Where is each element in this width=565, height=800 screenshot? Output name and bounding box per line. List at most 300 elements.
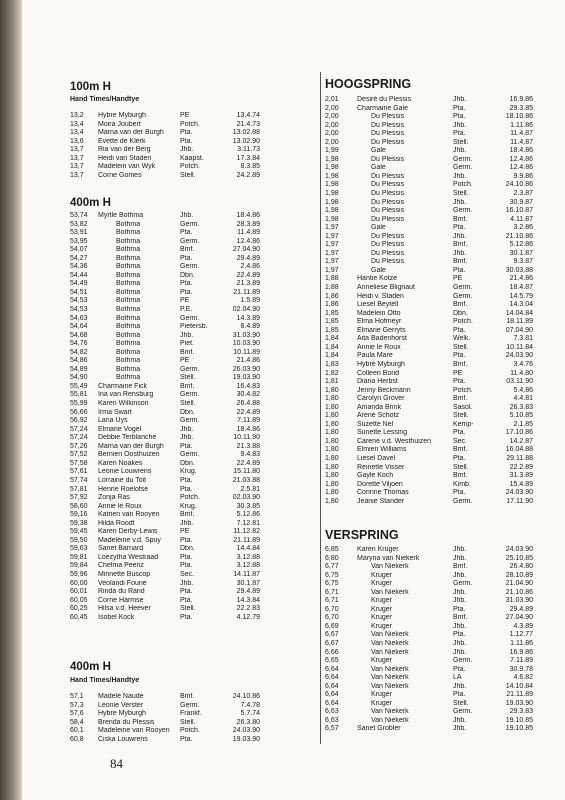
result-row xyxy=(70,357,313,366)
result-athlete: Madelé Naude xyxy=(98,693,144,700)
result-venue: Jhb. xyxy=(180,434,194,442)
result-mark: 57,52 xyxy=(70,451,88,459)
result-venue: Kemp- xyxy=(453,420,474,428)
result-athlete: Bothma xyxy=(116,323,141,331)
result-mark: 57,3 xyxy=(70,701,84,709)
result-row xyxy=(70,121,313,130)
result-venue: Kimb. xyxy=(453,480,471,488)
result-row xyxy=(325,421,565,430)
result-mark: 54,51 xyxy=(70,288,88,296)
result-mark: 1,88 xyxy=(325,284,339,292)
result-mark: 6,64 xyxy=(325,674,339,682)
section-title-100m-hurdles: 100m H xyxy=(70,81,111,93)
result-row xyxy=(325,725,565,734)
result-athlete: Du Plessis xyxy=(371,181,405,189)
result-mark: 60,1 xyxy=(70,727,84,735)
result-row xyxy=(325,233,565,242)
result-athlete: Myrtle Bothma xyxy=(98,212,144,219)
result-athlete: Du Plessis xyxy=(371,207,405,215)
result-row xyxy=(70,221,313,230)
result-athlete: Madeleine van Rooyen xyxy=(98,727,170,735)
result-mark: 6,80 xyxy=(325,554,339,562)
result-venue: Jhb. xyxy=(180,331,194,339)
result-date: 16.9.86 xyxy=(509,648,533,656)
result-venue: Jhb. xyxy=(453,198,467,206)
result-athlete: Maryna van Niekerk xyxy=(357,554,420,562)
result-venue: Pta. xyxy=(180,254,193,262)
result-row xyxy=(70,511,313,520)
result-athlete: Du Plessis xyxy=(371,232,405,240)
section-title-400m-hurdles: 400m H xyxy=(70,197,111,209)
result-athlete: Madelein van Wyk xyxy=(98,163,156,171)
result-date: 29.4.89 xyxy=(236,588,260,596)
result-row xyxy=(325,96,565,105)
result-row xyxy=(325,572,565,581)
result-venue: PE xyxy=(180,357,190,365)
result-date: 14.11.87 xyxy=(233,570,260,578)
result-athlete: Annie le Roux xyxy=(357,343,401,351)
results-table-100m-hand xyxy=(70,112,313,180)
result-mark: 59,81 xyxy=(70,553,88,561)
result-row xyxy=(70,554,313,563)
result-athlete: Van Niekerk xyxy=(371,563,409,571)
result-venue: Bmf. xyxy=(453,472,468,480)
result-mark: 2,00 xyxy=(325,104,339,112)
column-divider xyxy=(320,72,321,744)
result-venue: Germ. xyxy=(453,580,473,588)
result-athlete: Debbie Terblanche xyxy=(98,434,157,442)
result-venue: Jhb. xyxy=(453,121,467,129)
result-venue: Bmf. xyxy=(453,258,468,266)
result-date: 12.4.86 xyxy=(509,164,533,172)
result-venue: Stell. xyxy=(453,412,469,420)
result-athlete: Liesel Davel xyxy=(357,454,396,462)
result-row xyxy=(325,597,565,606)
result-venue: Stell. xyxy=(180,400,196,408)
result-date: 5.12.86 xyxy=(509,241,533,249)
result-athlete: Bothma xyxy=(116,288,141,296)
result-date: 5.10.85 xyxy=(509,412,533,420)
result-row xyxy=(325,275,565,284)
result-mark: 13,7 xyxy=(70,163,84,171)
result-mark: 1,97 xyxy=(325,241,339,249)
result-row xyxy=(325,481,565,490)
result-mark: 54,68 xyxy=(70,331,88,339)
result-venue: Pta. xyxy=(453,378,466,386)
result-athlete: Carene v.d. Westhuizen xyxy=(357,437,432,445)
result-athlete: Du Plessis xyxy=(371,155,405,163)
result-date: 3.4.76 xyxy=(513,360,533,368)
result-mark: 56,66 xyxy=(70,408,88,416)
result-athlete: Reinette Visser xyxy=(357,463,405,471)
result-date: 12.4.86 xyxy=(509,155,533,163)
result-date: 13.4.74 xyxy=(236,112,260,119)
result-mark: 57,1 xyxy=(70,693,84,700)
result-athlete: Amanda Brink xyxy=(357,403,401,411)
result-row xyxy=(70,451,313,460)
result-date: 21.3.88 xyxy=(236,442,260,450)
result-row xyxy=(325,335,565,344)
result-row xyxy=(325,301,565,310)
result-row xyxy=(70,426,313,435)
result-venue: Pta. xyxy=(180,129,193,137)
result-date: 14.04.84 xyxy=(505,309,533,317)
result-venue: Pta. xyxy=(453,691,466,699)
result-row xyxy=(325,352,565,361)
result-date: 2.4.86 xyxy=(240,263,260,271)
result-mark: 6,65 xyxy=(325,657,339,665)
result-date: 5.12.86 xyxy=(236,511,260,519)
result-venue: Dbn. xyxy=(180,408,195,416)
result-date: 21.11.89 xyxy=(233,288,260,296)
result-venue: Stell. xyxy=(453,190,469,198)
result-athlete: Gale xyxy=(371,224,386,232)
results-table-long-jump xyxy=(325,546,565,734)
result-mark: 6,67 xyxy=(325,631,339,639)
result-venue: Pta. xyxy=(180,442,193,450)
result-mark: 6,57 xyxy=(325,725,339,733)
result-date: 26.03.90 xyxy=(232,365,260,373)
result-row xyxy=(70,571,313,580)
result-athlete: Bothma xyxy=(116,297,141,305)
result-date: 12.4.86 xyxy=(236,237,260,245)
result-date: 31.3.89 xyxy=(509,472,533,480)
result-date: 21.11.89 xyxy=(506,691,533,699)
result-mark: 1,80 xyxy=(325,420,339,428)
result-venue: Germ. xyxy=(453,657,473,665)
result-venue: Stell. xyxy=(453,699,469,707)
result-venue: Pta. xyxy=(453,224,466,232)
result-venue: Germ. xyxy=(180,263,200,271)
result-venue: Jhb. xyxy=(453,96,467,103)
result-athlete: Rinda du Rand xyxy=(98,588,145,596)
result-venue: Jhb. xyxy=(453,725,467,733)
result-venue: Germ. xyxy=(453,497,473,505)
result-row xyxy=(325,361,565,370)
result-venue: Germ. xyxy=(453,207,473,215)
result-date: 10.11.84 xyxy=(506,343,533,351)
result-date: 24.2.89 xyxy=(236,171,260,179)
result-mark: 6,64 xyxy=(325,691,339,699)
result-venue: Bmf. xyxy=(453,241,468,249)
result-athlete: Karen Derby-Lewis xyxy=(98,528,158,536)
result-venue: Germ. xyxy=(453,284,473,292)
result-athlete: Van Niekerk xyxy=(371,640,409,648)
result-venue: Pta. xyxy=(180,137,193,145)
result-date: 2.5.81 xyxy=(240,485,260,493)
result-row xyxy=(70,545,313,554)
result-venue: Jhb. xyxy=(453,622,467,630)
result-row xyxy=(70,306,313,315)
result-mark: 54,53 xyxy=(70,306,88,314)
result-athlete: Kruger xyxy=(371,657,393,665)
result-mark: 6,85 xyxy=(325,546,339,553)
result-mark: 1,98 xyxy=(325,181,339,189)
result-mark: 55,81 xyxy=(70,391,88,399)
result-athlete: Suzette Nel xyxy=(357,420,394,428)
result-venue: Germ. xyxy=(180,701,200,709)
result-date: 3.11.73 xyxy=(237,146,260,154)
result-venue: Pta. xyxy=(453,326,466,334)
result-athlete: Charmaine Fick xyxy=(98,382,148,390)
result-mark: 1,84 xyxy=(325,352,339,360)
result-venue: LA xyxy=(453,674,462,682)
result-date: 18.10.86 xyxy=(505,113,533,121)
result-date: 14.3.04 xyxy=(509,301,533,309)
result-mark: 54,90 xyxy=(70,374,88,382)
result-row xyxy=(70,588,313,597)
result-mark: 59,45 xyxy=(70,528,88,536)
section-title-long-jump: VERSPRING xyxy=(325,528,399,542)
result-date: 31.03.90 xyxy=(232,331,260,339)
result-athlete: Corne Gomes xyxy=(98,171,142,179)
result-athlete: Ria van der Berg xyxy=(98,146,151,154)
result-date: 18.4.86 xyxy=(236,425,260,433)
result-date: 22.2.83 xyxy=(236,605,260,613)
result-mark: 1,98 xyxy=(325,190,339,198)
result-venue: Potch. xyxy=(180,120,200,128)
result-row xyxy=(70,468,313,477)
result-date: 2.1.85 xyxy=(513,420,533,428)
result-mark: 1,88 xyxy=(325,275,339,283)
result-venue: Frankf. xyxy=(180,710,202,718)
result-date: 16.04.88 xyxy=(505,446,533,454)
result-date: 19.03.90 xyxy=(232,735,260,743)
result-date: 10.11.89 xyxy=(233,348,260,356)
result-row xyxy=(70,155,313,164)
result-date: 2.3.87 xyxy=(513,190,533,198)
result-athlete: Bothma xyxy=(116,271,141,279)
result-date: 30.4.82 xyxy=(236,391,260,399)
result-mark: 1,83 xyxy=(325,360,339,368)
result-athlete: Zonja Ras xyxy=(98,494,130,502)
result-date: 30.9.78 xyxy=(509,665,533,673)
result-athlete: Kruger xyxy=(371,622,393,630)
result-athlete: Hybré Myburgh xyxy=(357,360,405,368)
result-mark: 6,64 xyxy=(325,665,339,673)
result-row xyxy=(70,263,313,272)
result-venue: Jhb. xyxy=(453,147,467,155)
result-mark: 1,98 xyxy=(325,164,339,172)
result-mark: 59,63 xyxy=(70,545,88,553)
result-venue: Germ. xyxy=(453,292,473,300)
result-row xyxy=(325,122,565,131)
result-venue: Stell. xyxy=(180,374,196,382)
result-date: 14.10.84 xyxy=(505,682,533,690)
result-venue: Stell. xyxy=(180,605,196,613)
result-mark: 13,7 xyxy=(70,146,84,154)
result-date: 16.10.87 xyxy=(505,207,533,215)
result-mark: 1,82 xyxy=(325,369,339,377)
result-mark: 54,89 xyxy=(70,365,88,373)
result-athlete: Marna van der Burgh xyxy=(98,129,164,137)
result-mark: 60,00 xyxy=(70,579,88,587)
result-row xyxy=(70,349,313,358)
result-athlete: Du Plessis xyxy=(371,190,405,198)
result-venue: Stell. xyxy=(453,138,469,146)
result-athlete: Katrien van Rooyen xyxy=(98,511,160,519)
result-venue: Bmf. xyxy=(180,246,195,254)
result-mark: 53,91 xyxy=(70,229,88,237)
result-row xyxy=(325,666,565,675)
result-venue: Germ. xyxy=(180,237,200,245)
result-athlete: Carolyn Grover xyxy=(357,395,405,403)
result-date: 21.11.89 xyxy=(233,536,260,544)
result-date: 26.4.80 xyxy=(509,563,533,571)
result-venue: Jhb. xyxy=(180,519,194,527)
result-venue: Pietersb. xyxy=(180,323,208,331)
result-date: 24.03.90 xyxy=(232,727,260,735)
result-athlete: Du Plessis xyxy=(371,249,405,257)
result-athlete: Van Niekerk xyxy=(371,631,409,639)
result-row xyxy=(70,605,313,614)
result-venue: Pta. xyxy=(180,613,193,621)
result-row xyxy=(70,146,313,155)
result-date: 16.9.86 xyxy=(509,96,533,103)
result-date: 29.4.89 xyxy=(509,605,533,613)
section-subtitle-hand-times: Hand Times/Handtye xyxy=(70,677,140,684)
result-mark: 55,99 xyxy=(70,400,88,408)
result-mark: 1,80 xyxy=(325,497,339,505)
result-mark: 1,80 xyxy=(325,472,339,480)
result-venue: Jhb. xyxy=(453,640,467,648)
result-mark: 1,85 xyxy=(325,309,339,317)
result-venue: Stell. xyxy=(180,171,196,179)
book-spine-shadow xyxy=(0,0,22,800)
results-table-400m xyxy=(70,212,313,622)
result-athlete: Kruger xyxy=(371,597,393,605)
result-athlete: Hilda Roodt xyxy=(98,519,135,527)
result-mark: 57,81 xyxy=(70,485,88,493)
result-venue: Sasol. xyxy=(453,403,473,411)
result-row xyxy=(70,289,313,298)
result-date: 15.4.89 xyxy=(509,480,533,488)
result-date: 26.4.88 xyxy=(236,400,260,408)
result-mark: 13,4 xyxy=(70,120,84,128)
result-row xyxy=(70,443,313,452)
result-athlete: Kruger xyxy=(371,699,393,707)
result-athlete: Brenda du Plessis xyxy=(98,718,155,726)
result-athlete: Sanet Grobler xyxy=(357,725,401,733)
result-venue: Jhb. xyxy=(180,425,194,433)
result-row xyxy=(325,464,565,473)
result-venue: Bmf. xyxy=(180,348,195,356)
result-athlete: Sunette Lessing xyxy=(357,429,408,437)
result-row xyxy=(70,340,313,349)
result-venue: Pta. xyxy=(180,536,193,544)
result-date: 1.12.77 xyxy=(509,631,533,639)
result-venue: Germ. xyxy=(453,155,473,163)
result-mark: 60,05 xyxy=(70,596,88,604)
result-venue: Jhb. xyxy=(453,554,467,562)
result-athlete: Du Plessis xyxy=(371,198,405,206)
result-venue: Bmf. xyxy=(453,395,468,403)
result-date: 03.11.90 xyxy=(506,378,533,386)
result-row xyxy=(325,563,565,572)
result-date: 25.10.85 xyxy=(505,554,533,562)
result-date: 7.11.89 xyxy=(237,417,260,425)
result-mark: 6,63 xyxy=(325,716,339,724)
result-mark: 54,82 xyxy=(70,348,88,356)
result-mark: 57,26 xyxy=(70,442,88,450)
result-athlete: Liesel Beytell xyxy=(357,301,399,309)
result-date: 30.9.87 xyxy=(509,198,533,206)
result-row xyxy=(325,147,565,156)
result-venue: Potch. xyxy=(453,318,473,326)
result-venue: Krug. xyxy=(180,468,197,476)
result-mark: 1,80 xyxy=(325,403,339,411)
result-mark: 59,96 xyxy=(70,570,88,578)
result-row xyxy=(325,387,565,396)
result-athlete: Du Plessis xyxy=(371,172,405,180)
result-mark: 2,01 xyxy=(325,96,339,103)
result-mark: 1,80 xyxy=(325,429,339,437)
result-mark: 1,98 xyxy=(325,172,339,180)
result-athlete: Hybre Myburgh xyxy=(98,112,146,119)
result-venue: Pta. xyxy=(453,631,466,639)
results-table-high-jump xyxy=(325,96,565,506)
result-mark: 6,70 xyxy=(325,605,339,613)
result-venue: Germ. xyxy=(180,451,200,459)
result-date: 3.2.86 xyxy=(513,224,533,232)
result-date: 14.3.84 xyxy=(236,596,260,604)
result-date: 26.3.83 xyxy=(509,403,533,411)
result-mark: 13,7 xyxy=(70,154,84,162)
result-row xyxy=(325,657,565,666)
result-venue: PE xyxy=(180,528,190,536)
result-row xyxy=(70,702,313,711)
result-venue: Pta. xyxy=(453,489,466,497)
result-mark: 1,84 xyxy=(325,343,339,351)
result-mark: 1,80 xyxy=(325,480,339,488)
result-row xyxy=(70,736,313,745)
result-date: 18.4.86 xyxy=(509,147,533,155)
result-date: 15.11.80 xyxy=(233,468,260,476)
result-athlete: Ina van Rensburg xyxy=(98,391,154,399)
result-mark: 13,4 xyxy=(70,129,84,137)
result-row xyxy=(325,284,565,293)
result-date: 17.3.84 xyxy=(236,154,260,162)
result-athlete: Isobel Kock xyxy=(98,613,135,621)
result-row xyxy=(325,293,565,302)
result-mark: 1,85 xyxy=(325,318,339,326)
result-date: 21.03.88 xyxy=(232,476,260,484)
result-date: 8.4.89 xyxy=(240,323,260,331)
result-venue: Pta. xyxy=(453,266,466,274)
result-venue: Jhb. xyxy=(453,682,467,690)
result-athlete: Van Niekerk xyxy=(371,674,409,682)
result-venue: Pta. xyxy=(453,665,466,673)
result-row xyxy=(325,267,565,276)
result-row xyxy=(325,589,565,598)
result-athlete: Du Plessis xyxy=(371,121,405,129)
result-venue: Krug. xyxy=(180,502,197,510)
result-athlete: Lana Uys xyxy=(98,417,128,425)
result-date: 29.3.85 xyxy=(509,104,533,112)
page-number: 84 xyxy=(110,756,123,771)
result-date: 4.11.87 xyxy=(510,215,533,223)
result-row xyxy=(325,224,565,233)
result-venue: Stell. xyxy=(453,343,469,351)
result-athlete: Veolandi Fourie xyxy=(98,579,147,587)
result-date: 11.4.87 xyxy=(510,130,533,138)
result-row xyxy=(325,105,565,114)
result-row xyxy=(325,378,565,387)
result-date: 10.03.90 xyxy=(232,340,260,348)
result-mark: 6,69 xyxy=(325,622,339,630)
result-venue: Jhb. xyxy=(180,212,194,219)
result-athlete: Du Plessis xyxy=(371,130,405,138)
